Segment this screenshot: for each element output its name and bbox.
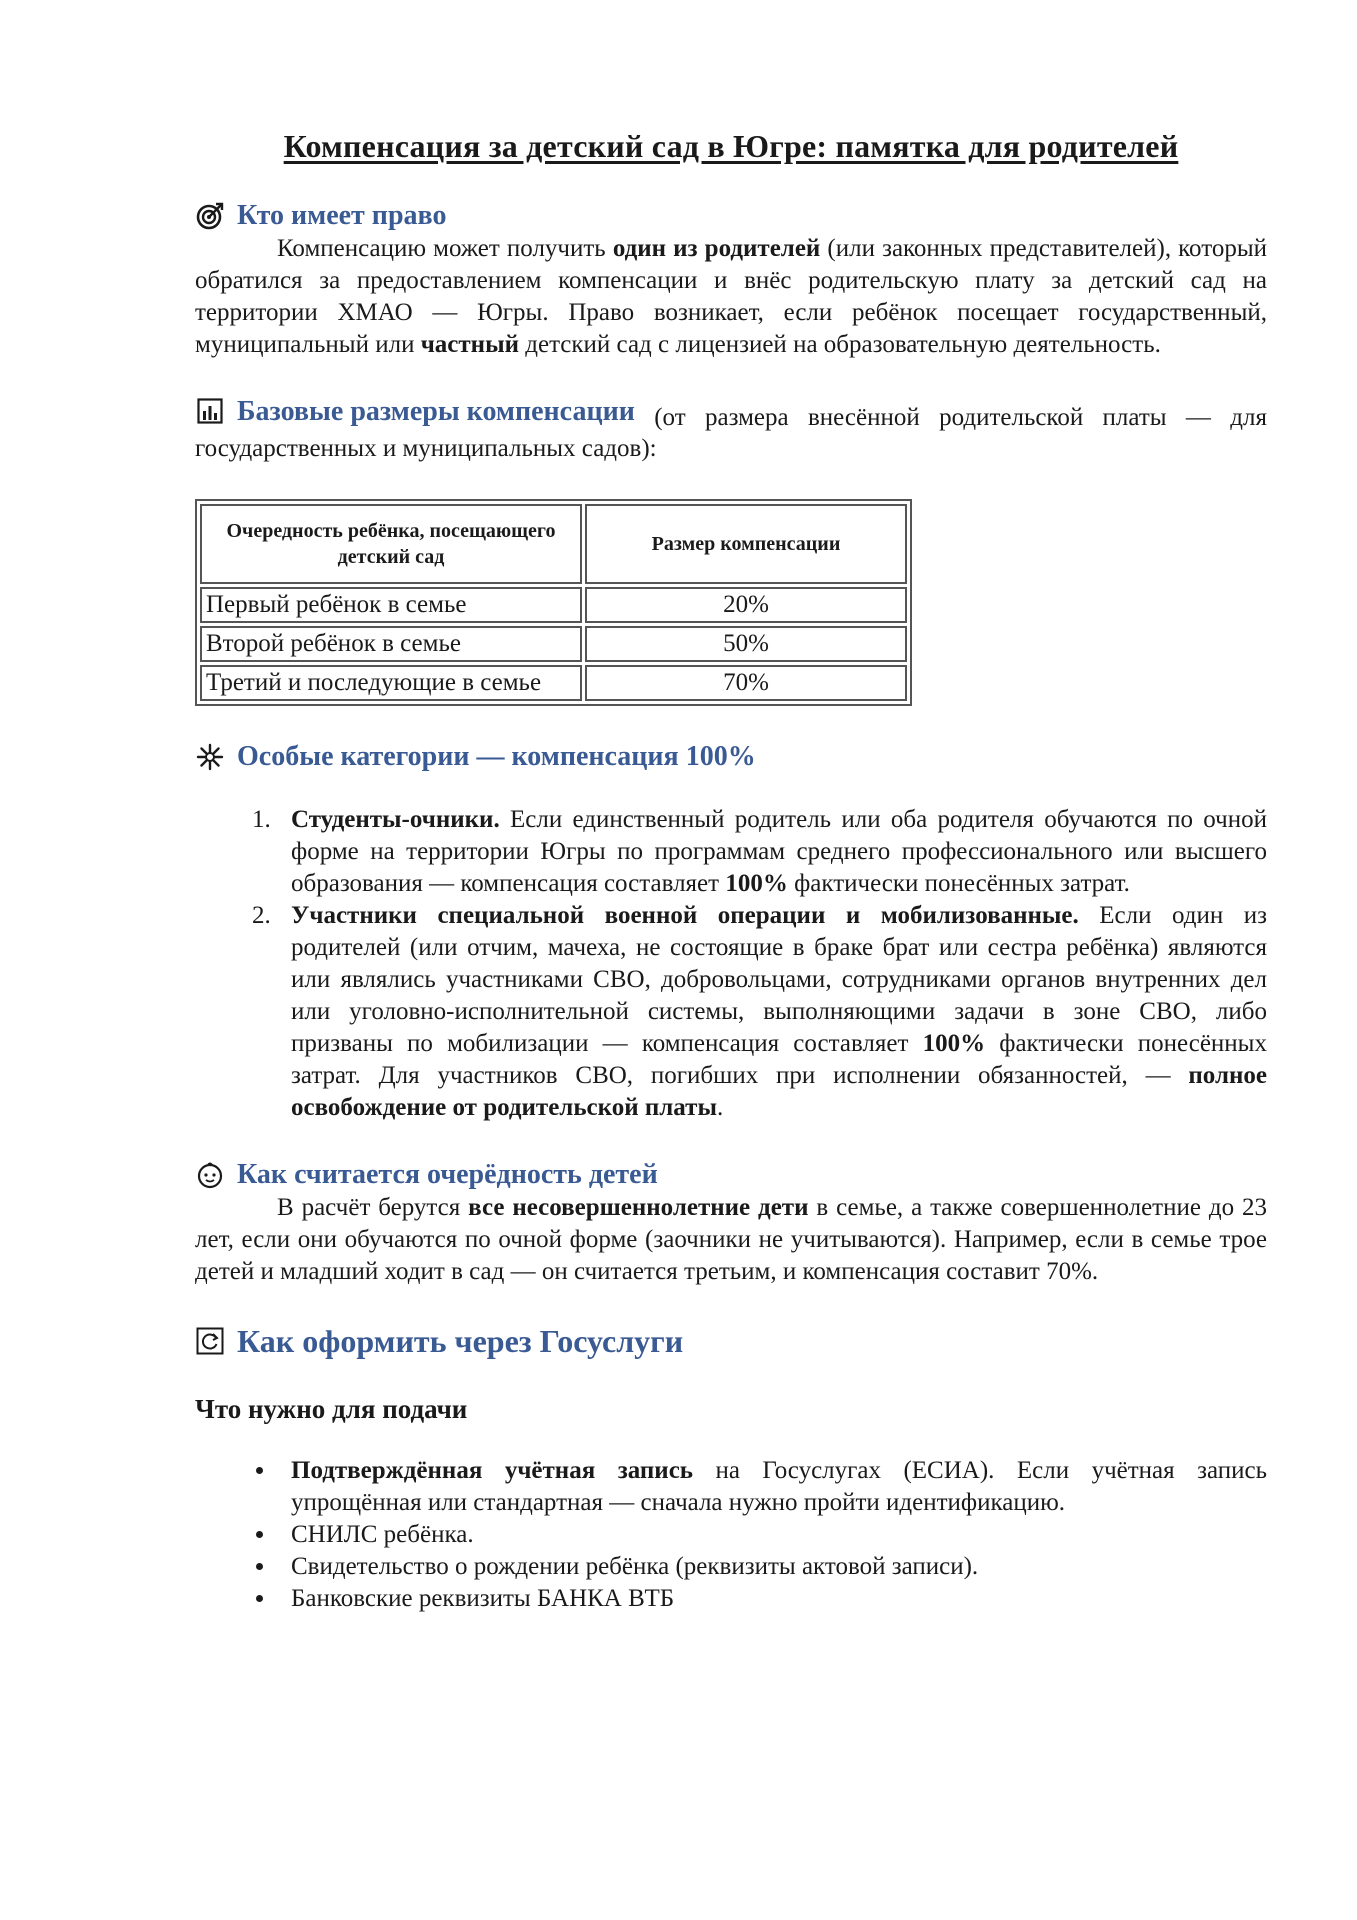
list-item: • СНИЛС ребёнка. [277, 1519, 1267, 1551]
section-heading-text: Особые категории — компенсация 100% [237, 741, 756, 773]
sparkle-icon [195, 742, 225, 772]
list-item: 1. Студенты-очники. Если единственный родитель или оба родителя обучаются по очной форме на территории Югры по программам среднего профессионального или высшего образования — компенсация составляет 100% фактически понесённых затрат. [277, 804, 1267, 900]
special-categories-list [195, 804, 1267, 1124]
table-row [200, 665, 907, 701]
document-page [195, 128, 1267, 1615]
compensation-table [195, 499, 912, 706]
baby-face-icon [195, 1160, 225, 1190]
requirements-list [195, 1455, 1267, 1615]
table-cell-value: 50% [585, 626, 907, 662]
list-item: • Банковские реквизиты БАНКА ВТБ [277, 1583, 1267, 1615]
table-cell-category: Второй ребёнок в семье [200, 626, 582, 662]
section-heading-eligibility [195, 199, 1267, 233]
list-item: • Свидетельство о рождении ребёнка (реквизиты актовой записи). [277, 1551, 1267, 1583]
table-cell-value: 70% [585, 665, 907, 701]
list-item: • Подтверждённая учётная запись на Госуслугах (ЕСИА). Если учётная запись упрощённая или стандартная — сначала нужно пройти идентификацию. [277, 1455, 1267, 1519]
bar-chart-icon [195, 396, 225, 426]
refresh-icon [195, 1326, 225, 1356]
table-cell-category: Третий и последующие в семье [200, 665, 582, 701]
target-icon [195, 201, 225, 231]
table-cell-category: Первый ребёнок в семье [200, 587, 582, 623]
list-item: 2. Участники специальной военной операции и мобилизованные. Если один из родителей (или отчим, мачеха, не состоящие в браке брат или сестра ребёнка) являются или являлись участниками СВО, добровольцами, сотрудниками органов внутренних дел или уголовно-исполнительной системы, выполняющими задачи в зоне СВО, либо призваны по мобилизации — компенсация составляет 100% фактически понесённых затрат. Для участников СВО, погибших при исполнении обязанностей, — полное освобождение от родительской платы. [277, 900, 1267, 1124]
section-heading-order [195, 1158, 1267, 1192]
section-heading-text: Базовые размеры компенсации [237, 395, 635, 427]
section-heading-special [195, 740, 1267, 774]
base-sizes-note: (от размера внесённой родительской платы — для государственных и муниципальных садов): [195, 403, 1267, 463]
table-row [200, 626, 907, 662]
eligibility-paragraph: Компенсацию может получить один из родителей (или законных представителей), который обратился за предоставлением компенсации и внёс родительскую плату за детский сад на территории ХМАО — Югры. Право возникает, если ребёнок посещает государственный, муниципальный или частный детский сад с лицензией на образовательную деятельность. [195, 234, 1267, 358]
section-heading-gosuslugi [195, 1322, 1267, 1360]
requirements-subheading: Что нужно для подачи [195, 1393, 468, 1424]
section-heading-text: Как оформить через Госуслуги [237, 1322, 684, 1359]
table-row [200, 587, 907, 623]
order-paragraph: В расчёт берутся все несовершеннолетние дети в семье, а также совершеннолетние до 23 лет, если они обучаются по очной форме (заочники не учитываются). Например, если в семье трое детей и младший ходит в сад — он считается третьим, и компенсация составит 70%. [195, 1193, 1267, 1285]
section-heading-base [195, 395, 635, 429]
table-header-order: Очередность ребёнка, посещающего детский сад [200, 504, 582, 584]
base-sizes-heading-block [195, 395, 1267, 466]
section-heading-text: Кто имеет право [237, 200, 447, 231]
table-header-size: Размер компенсации [585, 504, 907, 584]
document-title: Компенсация за детский сад в Югре: памятка для родителей [283, 128, 1179, 164]
table-cell-value: 20% [585, 587, 907, 623]
section-heading-text: Как считается очерёдность детей [237, 1158, 658, 1190]
